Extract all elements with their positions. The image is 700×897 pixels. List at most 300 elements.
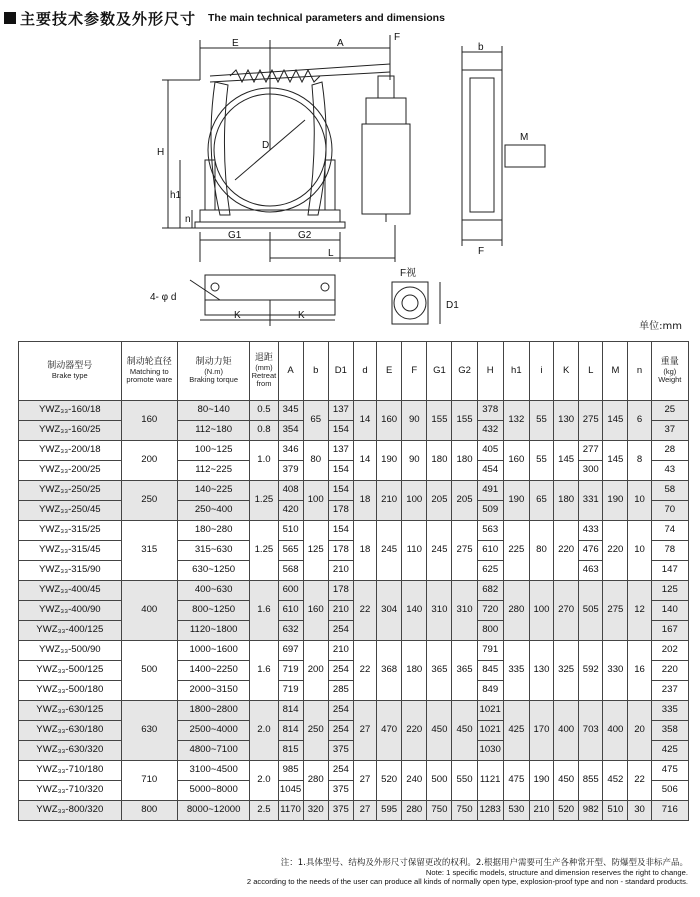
dim-label-F-side: F [478, 246, 485, 257]
dim-label-H: H [157, 147, 165, 158]
table-cell: 5000~8000 [177, 781, 249, 801]
dim-label-D1: D1 [446, 300, 459, 311]
table-row [19, 521, 689, 541]
table-cell: 2000~3150 [177, 681, 249, 701]
table-cell: YWZ₃₃-315/90 [19, 561, 122, 581]
table-cell: YWZ₃₃-400/90 [19, 601, 122, 621]
table-cell: 550 [452, 761, 477, 801]
dimension-drawing [0, 28, 700, 328]
col-G2: G2 [452, 342, 477, 401]
table-cell: 491 [477, 481, 503, 501]
table-cell: 90 [402, 441, 427, 481]
table-cell: 254 [328, 621, 353, 641]
table-cell: 500 [427, 761, 452, 801]
table-cell: 254 [328, 661, 353, 681]
table-cell: 205 [427, 481, 452, 521]
table-cell: YWZ₃₃-400/125 [19, 621, 122, 641]
table-cell: 100 [529, 581, 553, 641]
table-cell: 220 [603, 521, 628, 581]
dim-label-L: L [328, 248, 334, 259]
col-G1: G1 [427, 342, 452, 401]
table-cell: 22 [353, 641, 376, 701]
table-cell: 1.6 [250, 581, 278, 641]
table-cell: 849 [477, 681, 503, 701]
table-cell: 315~630 [177, 541, 249, 561]
table-cell: 140 [402, 581, 427, 641]
table-cell: 600 [278, 581, 303, 601]
table-cell: 55 [529, 441, 553, 481]
table-cell: 1170 [278, 801, 303, 821]
table-cell: 180 [427, 441, 452, 481]
table-cell: 432 [477, 421, 503, 441]
table-cell: 379 [278, 461, 303, 481]
table-cell: 855 [579, 761, 603, 801]
col-H: H [477, 342, 503, 401]
table-cell: 365 [452, 641, 477, 701]
table-cell: 425 [503, 701, 529, 761]
table-cell: 335 [503, 641, 529, 701]
table-cell: 476 [579, 541, 603, 561]
table-cell: 125 [651, 581, 688, 601]
table-cell: 610 [278, 601, 303, 621]
table-cell: YWZ₃₃-500/90 [19, 641, 122, 661]
table-cell: 275 [579, 401, 603, 441]
table-cell: YWZ₃₃-250/45 [19, 501, 122, 521]
table-cell: 475 [651, 761, 688, 781]
table-cell: 237 [651, 681, 688, 701]
table-cell: 405 [477, 441, 503, 461]
table-cell: 240 [402, 761, 427, 801]
table-cell: 510 [603, 801, 628, 821]
table-cell: 155 [452, 401, 477, 441]
table-cell: 719 [278, 681, 303, 701]
table-cell: 190 [603, 481, 628, 521]
table-cell: 433 [579, 521, 603, 541]
table-cell: YWZ₃₃-160/18 [19, 401, 122, 421]
col-M: M [603, 342, 628, 401]
table-cell: 1045 [278, 781, 303, 801]
table-cell: 245 [377, 521, 402, 581]
table-cell: 10 [628, 521, 651, 581]
table-cell: 112~180 [177, 421, 249, 441]
col-F: F [402, 342, 427, 401]
note-zh: 注：1.具体型号、结构及外形尺寸保留更改的权利。2.根据用户需要可生产各种常开型、防爆型及非标产品。 [280, 858, 688, 868]
table-cell: 800 [477, 621, 503, 641]
table-cell: 425 [651, 741, 688, 761]
table-cell: 408 [278, 481, 303, 501]
table-cell: 37 [651, 421, 688, 441]
table-cell: 506 [651, 781, 688, 801]
col-d: d [353, 342, 376, 401]
table-cell: YWZ₃₃-630/125 [19, 701, 122, 721]
table-cell: 1.25 [250, 481, 278, 521]
table-cell: 250 [121, 481, 177, 521]
table-cell: 280 [303, 761, 328, 801]
table-cell: 368 [377, 641, 402, 701]
table-cell: 475 [503, 761, 529, 801]
table-cell: 12 [628, 581, 651, 641]
table-cell: 285 [328, 681, 353, 701]
col-E: E [377, 342, 402, 401]
col-torque: 制动力矩 (N.m) Braking torque [177, 342, 249, 401]
col-D1: D1 [328, 342, 353, 401]
table-cell: 100~125 [177, 441, 249, 461]
table-cell: 220 [554, 521, 579, 581]
table-row [19, 581, 689, 601]
table-cell: YWZ₃₃-200/18 [19, 441, 122, 461]
table-cell: YWZ₃₃-160/25 [19, 421, 122, 441]
table-cell: 1.0 [250, 441, 278, 481]
table-cell: 720 [477, 601, 503, 621]
table-cell: 275 [452, 521, 477, 581]
table-cell: 814 [278, 721, 303, 741]
table-cell: 254 [328, 761, 353, 781]
table-cell: 505 [579, 581, 603, 641]
table-cell: 25 [651, 401, 688, 421]
table-cell: 154 [328, 421, 353, 441]
table-cell: 703 [579, 701, 603, 761]
table-cell: 345 [278, 401, 303, 421]
table-cell: 378 [477, 401, 503, 421]
table-cell: 1800~2800 [177, 701, 249, 721]
table-cell: 375 [328, 741, 353, 761]
table-cell: 791 [477, 641, 503, 661]
title-zh: 主要技术参数及外形尺寸 [20, 9, 197, 28]
table-cell: 78 [651, 541, 688, 561]
table-cell: 358 [651, 721, 688, 741]
table-cell: 112~225 [177, 461, 249, 481]
table-cell: 145 [554, 441, 579, 481]
col-b: b [303, 342, 328, 401]
dim-label-M: M [520, 132, 529, 143]
table-cell: YWZ₃₃-250/25 [19, 481, 122, 501]
dim-label-D: D [262, 140, 270, 151]
table-cell: YWZ₃₃-500/125 [19, 661, 122, 681]
table-cell: 420 [278, 501, 303, 521]
table-row [19, 701, 689, 721]
table-cell: 70 [651, 501, 688, 521]
table-cell: 250 [303, 701, 328, 761]
table-cell: 845 [477, 661, 503, 681]
table-cell: 18 [353, 481, 376, 521]
table-cell: 2.0 [250, 761, 278, 801]
footnotes [247, 856, 688, 886]
table-cell: 0.8 [250, 421, 278, 441]
table-cell: 450 [452, 701, 477, 761]
table-cell: 310 [427, 581, 452, 641]
table-cell: 210 [328, 561, 353, 581]
table-cell: 254 [328, 721, 353, 741]
table-cell: 190 [529, 761, 553, 801]
table-cell: 275 [603, 581, 628, 641]
table-cell: 375 [328, 801, 353, 821]
table-cell: 2.0 [250, 701, 278, 761]
table-cell: 22 [353, 581, 376, 641]
square-bullet-icon [4, 12, 16, 24]
table-cell: 510 [278, 521, 303, 541]
table-cell: 682 [477, 581, 503, 601]
unit-label: 单位:mm [639, 321, 682, 332]
table-cell: YWZ₃₃-315/45 [19, 541, 122, 561]
table-cell: 154 [328, 481, 353, 501]
col-K: K [554, 342, 579, 401]
table-cell: 1030 [477, 741, 503, 761]
table-cell: 155 [427, 401, 452, 441]
table-cell: 200 [303, 641, 328, 701]
table-cell: 154 [328, 461, 353, 481]
table-cell: 130 [554, 401, 579, 441]
dim-label-E: E [232, 38, 239, 49]
table-cell: 210 [328, 641, 353, 661]
table-cell: 80~140 [177, 401, 249, 421]
table-cell: 509 [477, 501, 503, 521]
table-cell: 20 [628, 701, 651, 761]
table-cell: 180~280 [177, 521, 249, 541]
table-cell: 280 [503, 581, 529, 641]
table-cell: 814 [278, 701, 303, 721]
table-cell: 28 [651, 441, 688, 461]
table-cell: 8000~12000 [177, 801, 249, 821]
table-cell: 365 [427, 641, 452, 701]
table-row [19, 481, 689, 501]
table-cell: 595 [377, 801, 402, 821]
table-row [19, 641, 689, 661]
table-cell: 145 [603, 441, 628, 481]
dim-label-K2: K [298, 310, 305, 321]
table-cell: 250~400 [177, 501, 249, 521]
table-cell: 147 [651, 561, 688, 581]
table-cell: 320 [303, 801, 328, 821]
table-cell: 985 [278, 761, 303, 781]
table-row [19, 401, 689, 421]
table-cell: 500 [121, 641, 177, 701]
table-cell: YWZ₃₃-630/320 [19, 741, 122, 761]
col-h1: h1 [503, 342, 529, 401]
table-cell: 18 [353, 521, 376, 581]
table-cell: 16 [628, 641, 651, 701]
table-cell: 530 [503, 801, 529, 821]
table-row [19, 761, 689, 781]
table-cell: 592 [579, 641, 603, 701]
table-cell: 310 [452, 581, 477, 641]
table-cell: 178 [328, 541, 353, 561]
table-cell: 632 [278, 621, 303, 641]
table-cell: 697 [278, 641, 303, 661]
table-cell: 2.5 [250, 801, 278, 821]
table-cell: 1021 [477, 721, 503, 741]
table-cell: 815 [278, 741, 303, 761]
table-cell: 710 [121, 761, 177, 801]
table-cell: 470 [377, 701, 402, 761]
table-cell: 625 [477, 561, 503, 581]
table-cell: 1400~2250 [177, 661, 249, 681]
table-cell: 100 [303, 481, 328, 521]
title-en: The main technical parameters and dimensions [208, 12, 445, 24]
table-cell: 254 [328, 701, 353, 721]
table-cell: 160 [503, 441, 529, 481]
table-cell: 400 [554, 701, 579, 761]
table-cell: 1120~1800 [177, 621, 249, 641]
table-cell: 178 [328, 581, 353, 601]
table-cell: 140~225 [177, 481, 249, 501]
table-cell: 140 [651, 601, 688, 621]
table-cell: 630~1250 [177, 561, 249, 581]
table-cell: 180 [402, 641, 427, 701]
table-cell: 55 [529, 401, 553, 441]
table-cell: 1.25 [250, 521, 278, 581]
table-cell: 14 [353, 401, 376, 441]
table-cell: 202 [651, 641, 688, 661]
table-cell: 80 [303, 441, 328, 481]
dim-label-d: 4- φ d [150, 292, 177, 303]
table-cell: 10 [628, 481, 651, 521]
dim-label-G2: G2 [298, 230, 312, 241]
table-cell: 220 [402, 701, 427, 761]
table-cell: 304 [377, 581, 402, 641]
table-cell: 375 [328, 781, 353, 801]
table-cell: YWZ₃₃-800/320 [19, 801, 122, 821]
table-cell: 125 [303, 521, 328, 581]
parameter-table [18, 341, 689, 821]
table-cell: 178 [328, 501, 353, 521]
table-cell: YWZ₃₃-400/45 [19, 581, 122, 601]
table-cell: 200 [121, 441, 177, 481]
table-cell: 210 [529, 801, 553, 821]
dim-label-F-view: F视 [400, 268, 417, 279]
table-row [19, 441, 689, 461]
table-cell: 1021 [477, 701, 503, 721]
table-cell: 225 [503, 521, 529, 581]
table-cell: 610 [477, 541, 503, 561]
table-cell: 145 [603, 401, 628, 441]
table-cell: 190 [503, 481, 529, 521]
col-type: 制动器型号 Brake type [19, 342, 122, 401]
table-cell: 982 [579, 801, 603, 821]
table-cell: 716 [651, 801, 688, 821]
dim-label-K1: K [234, 310, 241, 321]
table-cell: 58 [651, 481, 688, 501]
col-retreat: 退距 (mm) Retreat from [250, 342, 278, 401]
col-A: A [278, 342, 303, 401]
dim-label-F: F [394, 32, 401, 43]
col-n: n [628, 342, 651, 401]
table-cell: 132 [503, 401, 529, 441]
note-en-1: Note: 1 specific models, structure and dimension reserves the right to change. [425, 868, 688, 877]
table-cell: 220 [651, 661, 688, 681]
table-cell: 1283 [477, 801, 503, 821]
table-cell: 130 [529, 641, 553, 701]
table-cell: 565 [278, 541, 303, 561]
table-cell: YWZ₃₃-710/180 [19, 761, 122, 781]
table-cell: 335 [651, 701, 688, 721]
table-cell: 450 [554, 761, 579, 801]
table-cell: 452 [603, 761, 628, 801]
table-cell: 315 [121, 521, 177, 581]
table-cell: 750 [452, 801, 477, 821]
table-cell: 719 [278, 661, 303, 681]
table-cell: 65 [529, 481, 553, 521]
table-cell: 27 [353, 701, 376, 761]
table-cell: 1000~1600 [177, 641, 249, 661]
table-cell: 2500~4000 [177, 721, 249, 741]
col-i: i [529, 342, 553, 401]
table-cell: 210 [328, 601, 353, 621]
table-cell: 27 [353, 761, 376, 801]
col-weight: 重量 (kg) Weight [651, 342, 688, 401]
table-cell: 170 [529, 701, 553, 761]
table-cell: YWZ₃₃-500/180 [19, 681, 122, 701]
table-cell: 463 [579, 561, 603, 581]
table-cell: 90 [402, 401, 427, 441]
table-cell: 400 [603, 701, 628, 761]
table-cell: 8 [628, 441, 651, 481]
table-cell: 520 [554, 801, 579, 821]
table-cell: 300 [579, 461, 603, 481]
table-cell: 454 [477, 461, 503, 481]
table-cell: 160 [121, 401, 177, 441]
table-cell: 0.5 [250, 401, 278, 421]
table-cell: 137 [328, 441, 353, 461]
table-cell: 354 [278, 421, 303, 441]
table-cell: 100 [402, 481, 427, 521]
table-cell: 3100~4500 [177, 761, 249, 781]
dim-label-n: n [185, 214, 191, 225]
table-cell: 4800~7100 [177, 741, 249, 761]
table-cell: 400 [121, 581, 177, 641]
table-cell: 30 [628, 801, 651, 821]
table-cell: 1121 [477, 761, 503, 801]
col-diameter: 制动轮直径 Matching to promote ware [121, 342, 177, 401]
dim-label-b: b [478, 42, 484, 53]
table-cell: YWZ₃₃-315/25 [19, 521, 122, 541]
table-cell: 245 [427, 521, 452, 581]
table-cell: 1.6 [250, 641, 278, 701]
table-row [19, 801, 689, 821]
table-cell: 160 [377, 401, 402, 441]
table-cell: 450 [427, 701, 452, 761]
table-cell: 630 [121, 701, 177, 761]
table-cell: 65 [303, 401, 328, 441]
dim-label-G1: G1 [228, 230, 242, 241]
table-cell: YWZ₃₃-200/25 [19, 461, 122, 481]
table-cell: 154 [328, 521, 353, 541]
table-cell: 27 [353, 801, 376, 821]
table-cell: 167 [651, 621, 688, 641]
table-cell: 750 [427, 801, 452, 821]
table-cell: YWZ₃₃-630/180 [19, 721, 122, 741]
table-cell: 110 [402, 521, 427, 581]
table-cell: 43 [651, 461, 688, 481]
table-cell: 346 [278, 441, 303, 461]
dim-label-h1: h1 [170, 190, 182, 201]
table-cell: 277 [579, 441, 603, 461]
table-cell: 6 [628, 401, 651, 441]
table-cell: 520 [377, 761, 402, 801]
table-cell: 74 [651, 521, 688, 541]
table-cell: 210 [377, 481, 402, 521]
table-cell: 205 [452, 481, 477, 521]
table-cell: 568 [278, 561, 303, 581]
table-cell: 22 [628, 761, 651, 801]
table-cell: 331 [579, 481, 603, 521]
table-cell: 800 [121, 801, 177, 821]
table-cell: 800~1250 [177, 601, 249, 621]
table-cell: 325 [554, 641, 579, 701]
table-cell: 563 [477, 521, 503, 541]
table-cell: 330 [603, 641, 628, 701]
table-cell: 180 [452, 441, 477, 481]
note-en-2: 2 according to the needs of the user can produce all kinds of normally open type, explosion-proof type and non - standard products. [246, 877, 688, 886]
